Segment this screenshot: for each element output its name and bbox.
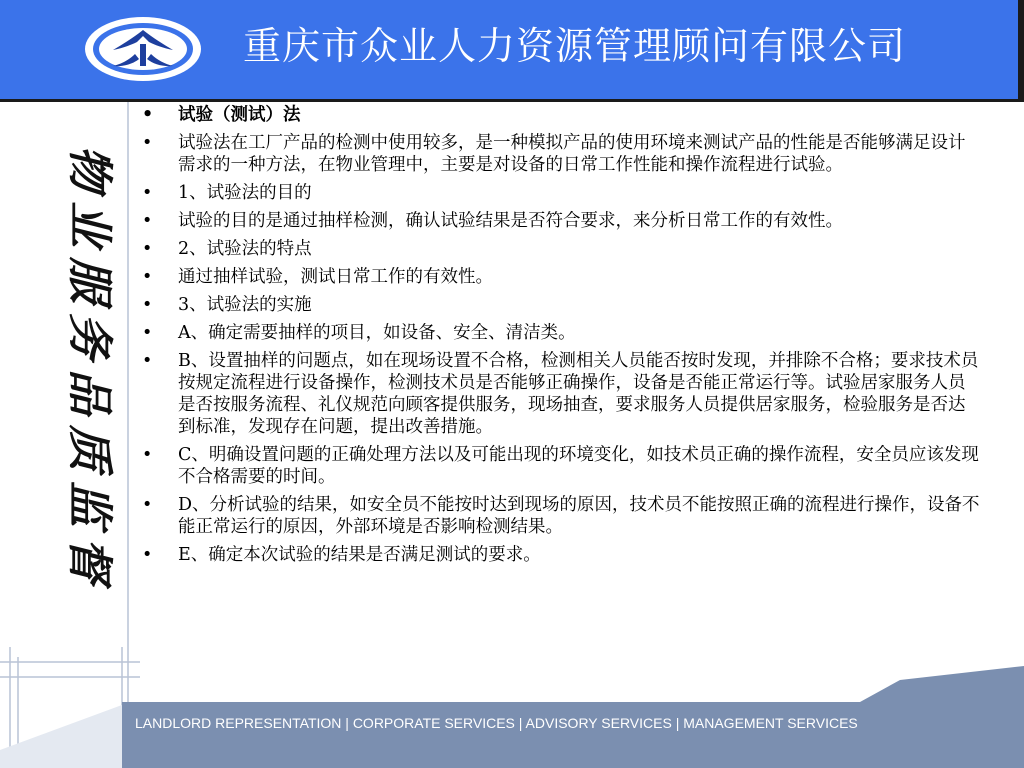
bullet-item: • 试验的目的是通过抽样检测，确认试验结果是否符合要求，来分析日常工作的有效性。 <box>140 210 980 232</box>
vertical-title-char: 品 <box>63 369 117 415</box>
footer-services: LANDLORD REPRESENTATION | CORPORATE SERVICES | ADVISORY SERVICES | MANAGEMENT SERVICES <box>135 715 858 731</box>
bullet-item: • B、设置抽样的问题点，如在现场设置不合格，检测相关人员能否按时发现，并排除不合格；要求技术员按规定流程进行设备操作，检测技术员是否能够正确操作，设备是否能正常运行等。试验居家服务人员是否按服务流程、礼仪规范向顾客提供服务，现场抽查，要求服务人员提供居家服务，检验服务是否达到标准，发现存在问题，提出改善措施。 <box>140 350 980 438</box>
bullet-list <box>140 104 980 572</box>
vertical-title <box>50 140 130 640</box>
vertical-title-char: 质 <box>63 425 117 471</box>
bullet-item: • 试验法在工厂产品的检测中使用较多，是一种模拟产品的使用环境来测试产品的性能是否能够满足设计需求的一种方法，在物业管理中，主要是对设备的日常工作性能和操作流程进行试验。 <box>140 132 980 176</box>
bullet-item: • 2、试验法的特点 <box>140 238 980 260</box>
bullet-item: • C、明确设置问题的正确处理方法以及可能出现的环境变化，如技术员正确的操作流程，安全员应该发现不合格需要的时间。 <box>140 444 980 488</box>
footer-band <box>0 650 1024 768</box>
vertical-title-char: 物 <box>63 145 117 191</box>
vertical-title-char: 监 <box>63 481 117 527</box>
bullet-item: • 1、试验法的目的 <box>140 182 980 204</box>
bullet-item: • D、分析试验的结果，如安全员不能按时达到现场的原因，技术员不能按照正确的流程进行操作，设备不能正常运行的原因，外部环境是否影响检测结果。 <box>140 494 980 538</box>
vertical-title-char: 务 <box>63 313 117 359</box>
bullet-item: • E、确定本次试验的结果是否满足测试的要求。 <box>140 544 980 566</box>
header-bar <box>0 0 1018 102</box>
company-logo-icon <box>83 14 203 84</box>
vertical-title-char: 督 <box>63 537 117 583</box>
vertical-title-char: 服 <box>63 257 117 303</box>
company-name: 重庆市众业人力资源管理顾问有限公司 <box>243 24 907 68</box>
bullet-item: • A、确定需要抽样的项目，如设备、安全、清洁类。 <box>140 322 980 344</box>
bullet-item: • 通过抽样试验，测试日常工作的有效性。 <box>140 266 980 288</box>
header-shadow <box>1018 0 1024 102</box>
bullet-item: • 试验（测试）法 <box>140 104 980 126</box>
vertical-title-char: 业 <box>63 201 117 247</box>
bullet-item: • 3、试验法的实施 <box>140 294 980 316</box>
